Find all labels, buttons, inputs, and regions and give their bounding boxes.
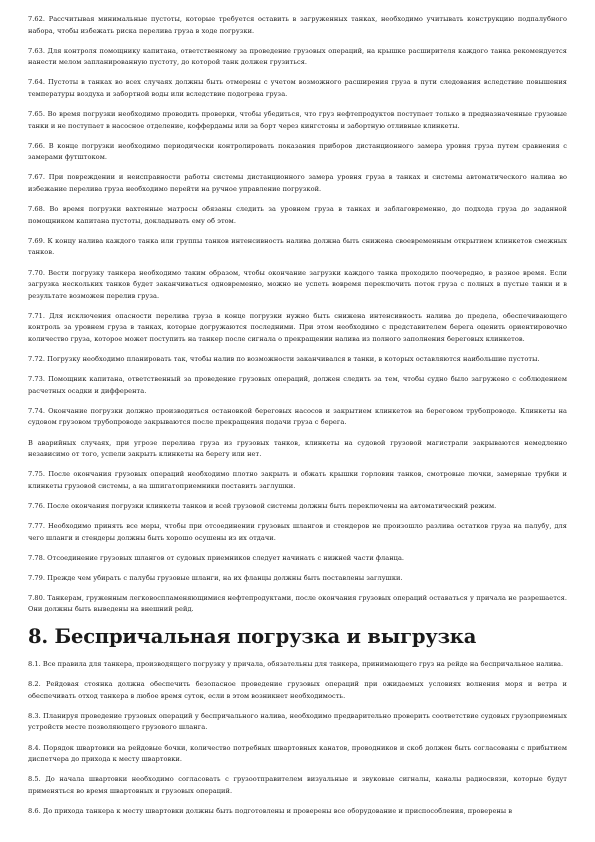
- paragraph: 8.4. Порядок швартовки на рейдовые бочки, количество потребных швартовных канатов, проводников и скоб должен быть согласованы с прибытием диспетчера до прихода к месту швартовки.: [28, 743, 567, 764]
- paragraph: 7.66. В конце погрузки необходимо периодически контролировать показания приборов дистанционного замера уровня груза путем сравнения с замерами футштоком.: [28, 141, 567, 162]
- paragraph: 7.76. После окончания погрузки клинкеты танков и всей грузовой системы должны быть переключены на автоматический режим.: [28, 501, 497, 510]
- paragraph: 7.80. Танкерам, груженным легковоспламеняющимися нефтепродуктами, после окончания грузовых операций оставаться у причала не разрешается. Они должны быть выведены на внешний рейд.: [28, 593, 567, 614]
- paragraph: 7.67. При повреждении и неисправности работы системы дистанционного замера уровня груза в танках и системы автоматического налива во избежание перелива груза необходимо перейти на ручное управление погрузкой.: [28, 173, 567, 194]
- paragraph: 8.1. Все правила для танкера, производящего погрузку у причала, обязательны для танкера, принимающего груз на рейде на беспричальное налива.: [28, 660, 564, 669]
- paragraphs-before: [28, 14, 567, 616]
- paragraph: 7.73. Помощник капитана, ответственный за проведение грузовых операций, должен следить за тем, чтобы судно было загружено с соблюдением расчетных осадки и дифферента.: [28, 375, 567, 395]
- paragraph: В аварийных случаях, при угрозе перелива груза из грузовых танков, клинкеты на судовой грузовой магистрали закрываются немедленно независимо от того, успели закрыть клинкеты на берегу или нет.: [28, 438, 567, 459]
- paragraph: 7.72. Погрузку необходимо планировать так, чтобы налив по возможности заканчивался в танки, в которых оставляются наибольшие пустоты.: [28, 355, 540, 364]
- paragraph: 7.65. Во время погрузки необходимо проводить проверки, чтобы убедиться, что груз нефтепродуктов поступает только в предназначенные грузовые танки и не поступает в насосное отделение, коффердамы или за борт через кингстоны и забортную отливные клинкеты.: [28, 110, 567, 130]
- paragraph: 7.68. Во время погрузки вахтенные матросы обязаны следить за уровнем груза в танках и заблаговременно, до подхода груза до заданной помощником капитана пустоты, докладывать ему об этом.: [28, 205, 567, 225]
- paragraph: 7.64. Пустоты в танках во всех случаях должны быть отмерены с учетом возможного расширения груза в пути следования вследствие повышения температуры воздуха и забортной воды или вследствие подогрева груза.: [28, 78, 567, 98]
- paragraph: 8.3. Планируя проведение грузовых операций у беспричального налива, необходимо предварительно проверить соответствие судовых грузоприемных устройств месте позволяющего грузового шланга.: [28, 711, 567, 732]
- paragraph: 7.62. Рассчитывая минимальные пустоты, которые требуется оставить в загруженных танках, необходимо учитывать конструкцию подпалубного набора, чтобы избежать риска перелива груза в ходе погрузки.: [28, 15, 567, 35]
- paragraph: 8.5. До начала швартовки необходимо согласовать с грузоотправителем визуальные и звуковые сигналы, каналы радиосвязи, которые будут применяться во время швартовных и грузовых операций.: [28, 775, 567, 795]
- paragraph: 8.2. Рейдовая стоянка должна обеспечить безопасное проведение грузовых операций при ожидаемых условиях волнения моря и ветра и обеспечивать отход танкера в любое время суток, если в этом возникнет необходимость.: [28, 680, 567, 700]
- paragraphs-after: [28, 659, 567, 817]
- paragraph: 7.70. Вести погрузку танкера необходимо таким образом, чтобы окончание загрузки каждого танка проходило поочередно, в разное время. Если загрузка нескольких танков будет заканчиваться одновременно, можно не успеть вовремя переключить поток груза с полных в пустые танки и в результате возможен перелив груза.: [28, 268, 567, 300]
- paragraph: 7.79. Прежде чем убирать с палубы грузовые шланги, на их фланцы должны быть поставлены заглушки.: [28, 573, 403, 582]
- paragraph: 7.63. Для контроля помощнику капитана, ответственному за проведение грузовых операций, на крышке расширителя каждого танка рекомендуется нанести мелом запланированную пустоту, до которой танк должен грузиться.: [28, 46, 567, 67]
- paragraph: 7.69. К концу налива каждого танка или группы танков интенсивность налива должна быть снижена своевременным открытием клинкетов смежных танков.: [28, 236, 567, 257]
- paragraph: 7.78. Отсоединение грузовых шлангов от судовых приемников следует начинать с нижней части фланца.: [28, 553, 405, 562]
- paragraph: 7.77. Необходимо принять все меры, чтобы при отсоединении грузовых шлангов и стендеров не произошло разлива остатков груза на палубу, для чего шланги и стендеры должны быть хорошо осушены из их отдачи.: [28, 522, 567, 542]
- paragraph: 8.6. До прихода танкера к месту швартовки должны быть подготовлены и проверены все оборудование и приспособления, проверены в: [28, 806, 513, 815]
- section-heading: 8. Беспричальная погрузка и выгрузка: [28, 625, 477, 649]
- paragraph: 7.71. Для исключения опасности перелива груза в конце погрузки нужно быть снижена интенсивность налива до предела, обеспечивающего контроль за уровнем груза в танках, которые догружаются последними. При этом необходимо с представителем берега оценить ориентировочно количество груза, которое может поступить на танкер после сигнала о прекращении налива из полного заполнения береговых клинкетов.: [28, 311, 567, 343]
- paragraph: 7.74. Окончание погрузки должно производиться остановкой береговых насосов и закрытием клинкетов на береговом трубопроводе. Клинкеты на судовом грузовом трубопроводе закрываются после прекращения подачи груза с берега.: [28, 406, 567, 427]
- paragraph: 7.75. После окончания грузовых операций необходимо плотно закрыть и обжать крышки горловин танков, смотровые лючки, замерные трубки и клинкеты грузовой системы, а на шпигатоприемники поставить заглушки.: [28, 470, 567, 490]
